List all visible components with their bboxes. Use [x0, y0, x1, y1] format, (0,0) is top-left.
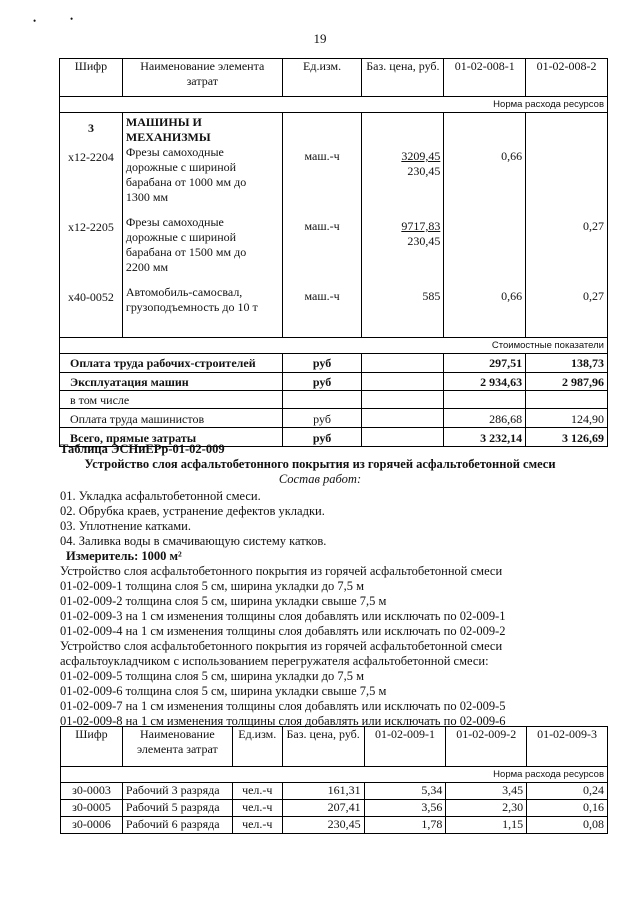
- description-line: Устройство слоя асфальтобетонного покрытия из горячей асфальтобетонной смеси: [60, 639, 503, 653]
- row-unit: маш.-ч: [304, 149, 340, 163]
- row-price: 9717,83: [401, 219, 441, 233]
- row-price-secondary: 230,45: [407, 234, 441, 248]
- scan-speck: •: [70, 14, 74, 24]
- section-title: МЕХАНИЗМЫ: [125, 130, 211, 144]
- work-item: 01. Укладка асфальтобетонной смеси.: [60, 489, 261, 503]
- header-col1: 01-02-008-1: [444, 59, 526, 97]
- meter-label: Измеритель: 1000 м²: [66, 549, 182, 563]
- norm-label: Норма расхода ресурсов: [60, 97, 608, 113]
- row-code: х12-2205: [67, 220, 114, 234]
- value-column-1: [444, 113, 526, 338]
- table-header-row: [60, 59, 608, 97]
- row-code: х12-2204: [67, 150, 114, 164]
- work-composition-label: Состав работ:: [278, 472, 362, 486]
- header-code: Шифр: [60, 59, 123, 97]
- row-code: х40-0052: [67, 290, 114, 304]
- description-line: 01-02-009-4 на 1 см изменения толщины слоя добавлять или исключать по 02-009-2: [60, 624, 506, 638]
- work-item: 03. Уплотнение катками.: [60, 519, 191, 533]
- header-col2: 01-02-009-2: [446, 727, 527, 767]
- description-line: 01-02-009-6 толщина слоя 5 см, ширина укладки свыше 7,5 м: [60, 684, 387, 698]
- code-column: [60, 113, 123, 338]
- row-unit: маш.-ч: [304, 289, 340, 303]
- table-header-row: [61, 727, 608, 767]
- subtable-descriptions: [60, 564, 506, 729]
- header-unit: Ед.изм.: [232, 727, 282, 767]
- row-name: Фрезы самоходные дорожные с шириной барабана от 1500 мм до 2200 мм: [125, 215, 247, 274]
- header-price: Баз. цена, руб.: [362, 59, 444, 97]
- unit-column: [282, 113, 362, 338]
- resource-table-1: [59, 58, 608, 447]
- row-value: [447, 219, 522, 234]
- row-value: 0,27: [583, 289, 604, 303]
- description-line: 01-02-009-2 толщина слоя 5 см, ширина укладки свыше 7,5 м: [60, 594, 387, 608]
- header-price: Баз. цена, руб.: [282, 727, 364, 767]
- table-row: з0-0003 Рабочий 3 разряда чел.-ч 161,31 5,34 3,45 0,24: [61, 783, 608, 800]
- row-name: Автомобиль-самосвал, грузоподъемность до 10 т: [125, 285, 258, 314]
- cost-label: Стоимостные показатели: [60, 338, 608, 354]
- header-col2: 01-02-008-2: [526, 59, 608, 97]
- header-unit: Ед.изм.: [282, 59, 362, 97]
- section-title: МАШИНЫ И: [125, 115, 202, 129]
- row-value: [529, 149, 604, 164]
- summary-row: Оплата труда рабочих-строителей руб 297,51 138,73: [60, 354, 608, 373]
- row-value: 0,66: [501, 289, 523, 303]
- section-number: 3: [87, 121, 94, 135]
- row-unit: маш.-ч: [304, 219, 340, 233]
- table-subtitle: Устройство слоя асфальтобетонного покрытия из горячей асфальтобетонной смеси: [84, 457, 556, 471]
- work-item: 04. Заливка воды в смачивающую систему катков.: [60, 534, 327, 548]
- header-code: Шифр: [61, 727, 123, 767]
- name-column: [122, 113, 282, 338]
- table-title: Таблица ЭСНиЕРр-01-02-009: [60, 442, 225, 456]
- summary-row: Эксплуатация машин руб 2 934,63 2 987,96: [60, 373, 608, 391]
- work-item: 02. Обрубка краев, устранение дефектов укладки.: [60, 504, 325, 518]
- value-column-2: [526, 113, 608, 338]
- row-value: 0,66: [501, 149, 523, 163]
- resource-table-2: [60, 726, 608, 834]
- row-value: 0,27: [583, 219, 604, 233]
- summary-row: Всего, прямые затраты руб 3 232,14 3 126,69: [60, 428, 608, 447]
- header-col3: 01-02-009-3: [527, 727, 608, 767]
- row-price: 3209,45: [401, 149, 441, 163]
- norm-label: Норма расхода ресурсов: [61, 767, 608, 783]
- description-line: асфальтоукладчиком с использованием перегружателя асфальтобетонной смеси:: [60, 654, 489, 668]
- description-line: Устройство слоя асфальтобетонного покрытия из горячей асфальтобетонной смеси: [60, 564, 503, 578]
- description-line: 01-02-009-3 на 1 см изменения толщины слоя добавлять или исключать по 02-009-1: [60, 609, 506, 623]
- row-price: 585: [422, 289, 441, 303]
- summary-row: в том числе: [60, 391, 608, 409]
- description-line: 01-02-009-7 на 1 см изменения толщины слоя добавлять или исключать по 02-009-5: [60, 699, 506, 713]
- row-price-secondary: 230,45: [407, 164, 441, 178]
- description-line: 01-02-009-5 толщина слоя 5 см, ширина укладки до 7,5 м: [60, 669, 365, 683]
- work-list: [60, 489, 326, 549]
- summary-row: Оплата труда машинистов руб 286,68 124,90: [60, 409, 608, 428]
- scan-speck: •: [33, 16, 37, 26]
- page-number: 19: [313, 31, 327, 46]
- description-line: 01-02-009-8 на 1 см изменения толщины слоя добавлять или исключать по 02-009-6: [60, 714, 506, 728]
- row-name: Фрезы самоходные дорожные с шириной барабана от 1000 мм до 1300 мм: [125, 145, 247, 204]
- table-row: з0-0005 Рабочий 5 разряда чел.-ч 207,41 3,56 2,30 0,16: [61, 800, 608, 817]
- header-name: Наименование элемента затрат: [122, 727, 232, 767]
- header-col1: 01-02-009-1: [364, 727, 446, 767]
- description-line: 01-02-009-1 толщина слоя 5 см, ширина укладки до 7,5 м: [60, 579, 365, 593]
- price-column: [362, 113, 444, 338]
- table-row: з0-0006 Рабочий 6 разряда чел.-ч 230,45 1,78 1,15 0,08: [61, 817, 608, 834]
- header-name: Наименование элемента затрат: [122, 59, 282, 97]
